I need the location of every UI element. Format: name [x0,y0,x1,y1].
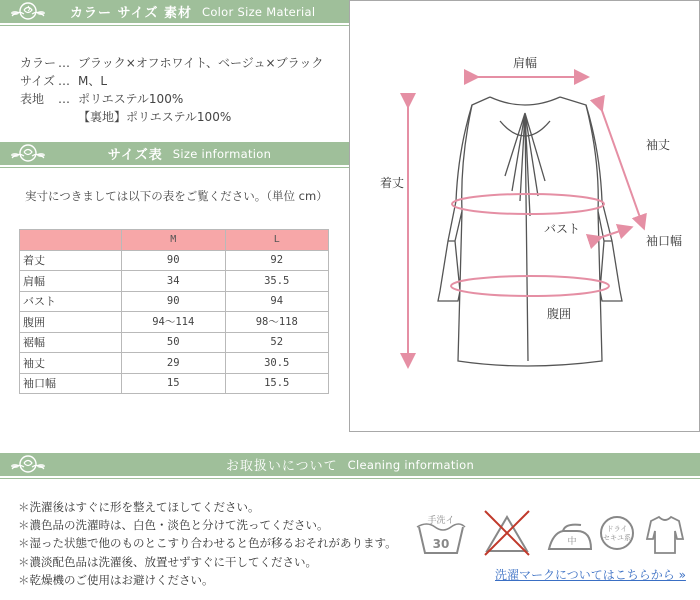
rose-icon [6,0,50,23]
table-row [20,332,329,353]
cell-m: 90 [122,291,226,312]
waist-label: 腹囲 [547,307,572,321]
care-instructions [18,498,397,589]
row-label: バスト [20,291,122,312]
table-row [20,291,329,312]
care-line: ＊ 乾燥機のご使用はお避けください。 [18,571,397,589]
handwash-icon [417,514,465,553]
sleeve-arrow [600,105,642,223]
size-section-subtitle: Size information [172,146,272,161]
table-header-l: L [225,230,329,251]
care-section-header [0,453,700,476]
rose-icon [6,453,50,476]
divider [0,167,349,168]
cell-l: 35.5 [225,271,329,292]
cell-m: 90 [122,250,226,271]
handwash-temp: 30 [432,537,450,551]
material-value: M、L [78,74,108,88]
care-section-title: お取扱いについて [225,459,338,474]
iron-label: 中 [567,537,577,547]
table-header-m: M [122,230,226,251]
rose-icon [6,142,50,165]
sleeve-label: 袖丈 [646,138,671,152]
divider [0,478,700,479]
material-label: カラー [20,56,57,70]
material-dots: … [58,92,70,106]
dryclean-label-2: セキユ系 [603,534,631,542]
material-dots: … [58,56,70,70]
handwash-label: 手洗イ [427,516,455,526]
cell-m: 29 [122,353,226,374]
care-symbols-link[interactable]: 洗濯マークについてはこちらから » [495,568,686,582]
cell-m: 34 [122,271,226,292]
row-label: 肩幅 [20,271,122,292]
care-section-subtitle: Cleaning information [347,457,475,472]
table-header-blank [20,230,122,251]
size-section-title: サイズ表 [107,148,163,163]
garment-outline [438,97,622,366]
garment-drawing [350,1,700,433]
size-section-header [0,142,349,165]
material-section-title: カラー サイズ 素材 [70,6,193,21]
material-row [20,72,323,90]
table-row [20,353,329,374]
material-row [20,54,323,72]
material-section-header [0,0,349,23]
waist-measure [451,276,609,296]
iron-icon [549,525,591,549]
material-label: サイズ [20,74,56,88]
dryclean-label-1: ドライ [606,525,628,533]
size-note: 実寸につきましては以下の表をご覧ください。（単位 cm） [25,189,328,203]
cell-l: 94 [225,291,329,312]
length-label: 着丈 [380,176,405,190]
cell-l: 52 [225,332,329,353]
care-line: ＊ 洗濯後はすぐに形を整えてほしてください。 [18,498,397,516]
dryclean-icon [601,517,633,549]
cell-m: 50 [122,332,226,353]
care-line: ＊ 濃淡配色品は洗濯後、放置せずすぐに干してください。 [18,553,397,571]
material-value: ブラック×オフホワイト、ベージュ×ブラック [78,56,324,70]
shoulder-label: 肩幅 [512,56,538,70]
bust-label: バスト [544,222,581,236]
row-label: 袖丈 [20,353,122,374]
care-line: ＊ 湿った状態で他のものとこすり合わせると色が移るおそれがあります。 [18,534,397,552]
material-value: ポリエステル100% [78,92,184,106]
cell-l: 30.5 [225,353,329,374]
row-label: 着丈 [20,250,122,271]
material-row [20,108,323,126]
material-label: 表地 [20,92,45,106]
material-value: 【裏地】ポリエステル100% [78,110,232,124]
material-dots: … [58,74,70,88]
table-row [20,373,329,394]
garment-diagram [349,0,700,432]
care-symbols [415,509,690,559]
material-dots [58,108,78,126]
cell-l: 98〜118 [225,312,329,333]
table-row [20,271,329,292]
material-list [20,54,323,126]
row-label: 腹囲 [20,312,122,333]
table-row [20,312,329,333]
cell-l: 92 [225,250,329,271]
row-label: 裾幅 [20,332,122,353]
material-section-subtitle: Color Size Material [202,4,316,19]
row-label: 袖口幅 [20,373,122,394]
care-line: ＊ 濃色品の洗濯時は、白色・淡色と分けて洗ってください。 [18,516,397,534]
size-table [19,229,329,394]
cell-l: 15.5 [225,373,329,394]
table-header-row [20,230,329,251]
cell-m: 94〜114 [122,312,226,333]
bust-measure [452,194,604,214]
cuff-label: 袖口幅 [646,234,683,248]
no-bleach-icon [485,511,529,555]
material-row [20,90,323,108]
table-row [20,250,329,271]
hanger-shirt-icon [647,517,683,553]
material-label [20,108,58,126]
divider [0,25,349,26]
cell-m: 15 [122,373,226,394]
